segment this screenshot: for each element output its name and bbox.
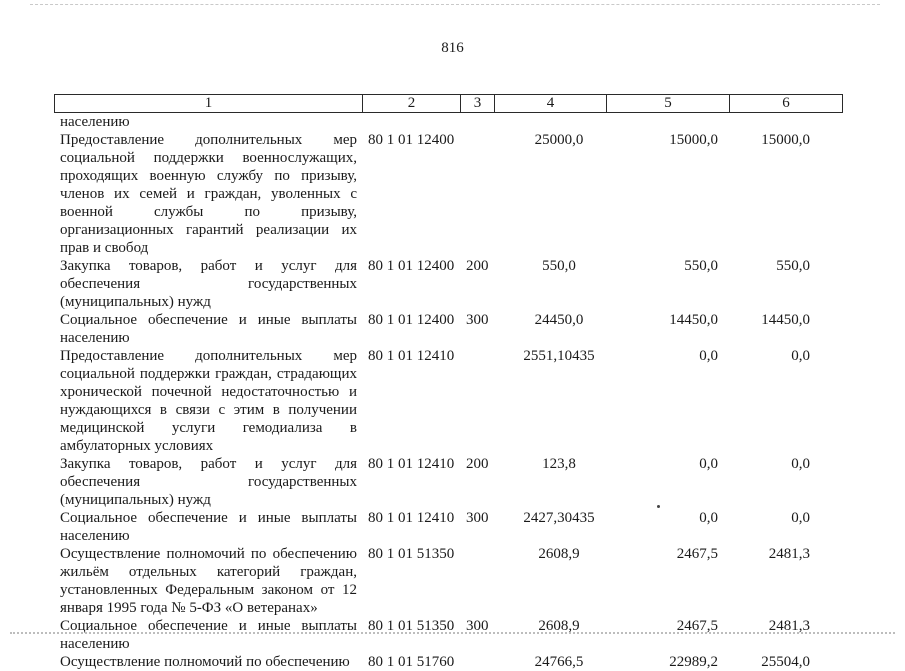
table-row bbox=[60, 455, 900, 509]
row-name: Осуществление полномочий по обеспечению жильём отдельных категорий граждан, установленных Федеральным законом от 12 января 1995 года № 5-ФЗ «О ветеранах» bbox=[60, 546, 357, 616]
column-header-3: 3 bbox=[461, 95, 495, 113]
row-value-4: 550,0 bbox=[542, 258, 576, 274]
row-value-4: 24766,5 bbox=[534, 654, 584, 670]
table-row bbox=[60, 617, 900, 653]
row-value-6: 25504,0 bbox=[761, 654, 810, 670]
table-row bbox=[60, 545, 900, 617]
row-vr: 300 bbox=[466, 510, 489, 526]
row-value-5: 0,0 bbox=[699, 510, 718, 526]
row-vr: 200 bbox=[466, 258, 489, 274]
row-value-6: 14450,0 bbox=[761, 312, 810, 328]
row-name: Закупка товаров, работ и услуг для обеспечения государственных (муниципальных) нужд bbox=[60, 456, 357, 508]
table-row bbox=[60, 653, 900, 671]
table-row bbox=[60, 509, 900, 545]
column-header-table bbox=[54, 94, 843, 113]
row-code: 80 1 01 51350 bbox=[368, 618, 455, 634]
column-header-4: 4 bbox=[495, 95, 607, 113]
row-value-5: 2467,5 bbox=[676, 546, 718, 562]
row-name: Социальное обеспечение и иные выплаты населению bbox=[60, 510, 357, 544]
row-value-5: 0,0 bbox=[699, 348, 718, 364]
table-row bbox=[60, 347, 900, 455]
table-row bbox=[60, 257, 900, 311]
row-value-4: 2427,30435 bbox=[523, 510, 595, 526]
column-header-6: 6 bbox=[730, 95, 843, 113]
page-number: 816 bbox=[441, 40, 464, 56]
row-name: Закупка товаров, работ и услуг для обеспечения государственных (муниципальных) нужд bbox=[60, 258, 357, 310]
column-header-5: 5 bbox=[607, 95, 730, 113]
row-value-6: 0,0 bbox=[791, 348, 810, 364]
column-header-row bbox=[55, 95, 843, 113]
row-code: 80 1 01 12400 bbox=[368, 312, 455, 328]
row-vr: 300 bbox=[466, 312, 489, 328]
column-header-1: 1 bbox=[55, 95, 363, 113]
row-name: Осуществление полномочий по обеспечению bbox=[60, 654, 350, 670]
table-row bbox=[60, 113, 900, 131]
row-value-6: 0,0 bbox=[791, 510, 810, 526]
row-value-6: 0,0 bbox=[791, 456, 810, 472]
scan-edge-bottom bbox=[10, 632, 895, 634]
row-value-6: 2481,3 bbox=[768, 546, 810, 562]
row-code: 80 1 01 12410 bbox=[368, 456, 455, 472]
row-value-5: 14450,0 bbox=[669, 312, 718, 328]
row-value-4: 123,8 bbox=[542, 456, 576, 472]
row-value-5: 15000,0 bbox=[669, 132, 718, 148]
column-header-2: 2 bbox=[363, 95, 461, 113]
row-value-5: 0,0 bbox=[699, 456, 718, 472]
row-vr: 300 bbox=[466, 618, 489, 634]
row-value-6: 2481,3 bbox=[768, 618, 810, 634]
row-value-6: 550,0 bbox=[776, 258, 810, 274]
row-code: 80 1 01 12410 bbox=[368, 510, 455, 526]
row-name: населению bbox=[60, 114, 130, 130]
row-value-4: 24450,0 bbox=[534, 312, 584, 328]
row-value-4: 2551,10435 bbox=[523, 348, 595, 364]
row-value-4: 2608,9 bbox=[538, 618, 580, 634]
scan-speck bbox=[657, 505, 660, 508]
row-name: Социальное обеспечение и иные выплаты населению bbox=[60, 312, 357, 346]
row-value-5: 550,0 bbox=[684, 258, 718, 274]
row-code: 80 1 01 51760 bbox=[368, 654, 455, 670]
table-row bbox=[60, 311, 900, 347]
row-value-5: 2467,5 bbox=[676, 618, 718, 634]
budget-table-body bbox=[60, 113, 900, 671]
row-value-4: 2608,9 bbox=[538, 546, 580, 562]
table-row bbox=[60, 131, 900, 257]
scan-edge-top bbox=[30, 4, 880, 5]
row-name: Предоставление дополнительных мер социальной поддержки военнослужащих, проходящих военную службу по призыву, членов их семей и граждан, уволенных с военной службы по призыву, организационных гарантий реализации их прав и свобод bbox=[60, 132, 357, 256]
row-code: 80 1 01 12410 bbox=[368, 348, 455, 364]
row-value-5: 22989,2 bbox=[669, 654, 718, 670]
row-name: Социальное обеспечение и иные выплаты населению bbox=[60, 618, 357, 652]
row-code: 80 1 01 51350 bbox=[368, 546, 455, 562]
row-value-6: 15000,0 bbox=[761, 132, 810, 148]
row-value-4: 25000,0 bbox=[534, 132, 584, 148]
row-code: 80 1 01 12400 bbox=[368, 258, 455, 274]
row-name: Предоставление дополнительных мер социальной поддержки граждан, страдающих хронической почечной недостаточностью и нуждающихся в связи с этим в получении медицинской услуги гемодиализа в амбулаторных условиях bbox=[60, 348, 357, 454]
row-vr: 200 bbox=[466, 456, 489, 472]
row-code: 80 1 01 12400 bbox=[368, 132, 455, 148]
